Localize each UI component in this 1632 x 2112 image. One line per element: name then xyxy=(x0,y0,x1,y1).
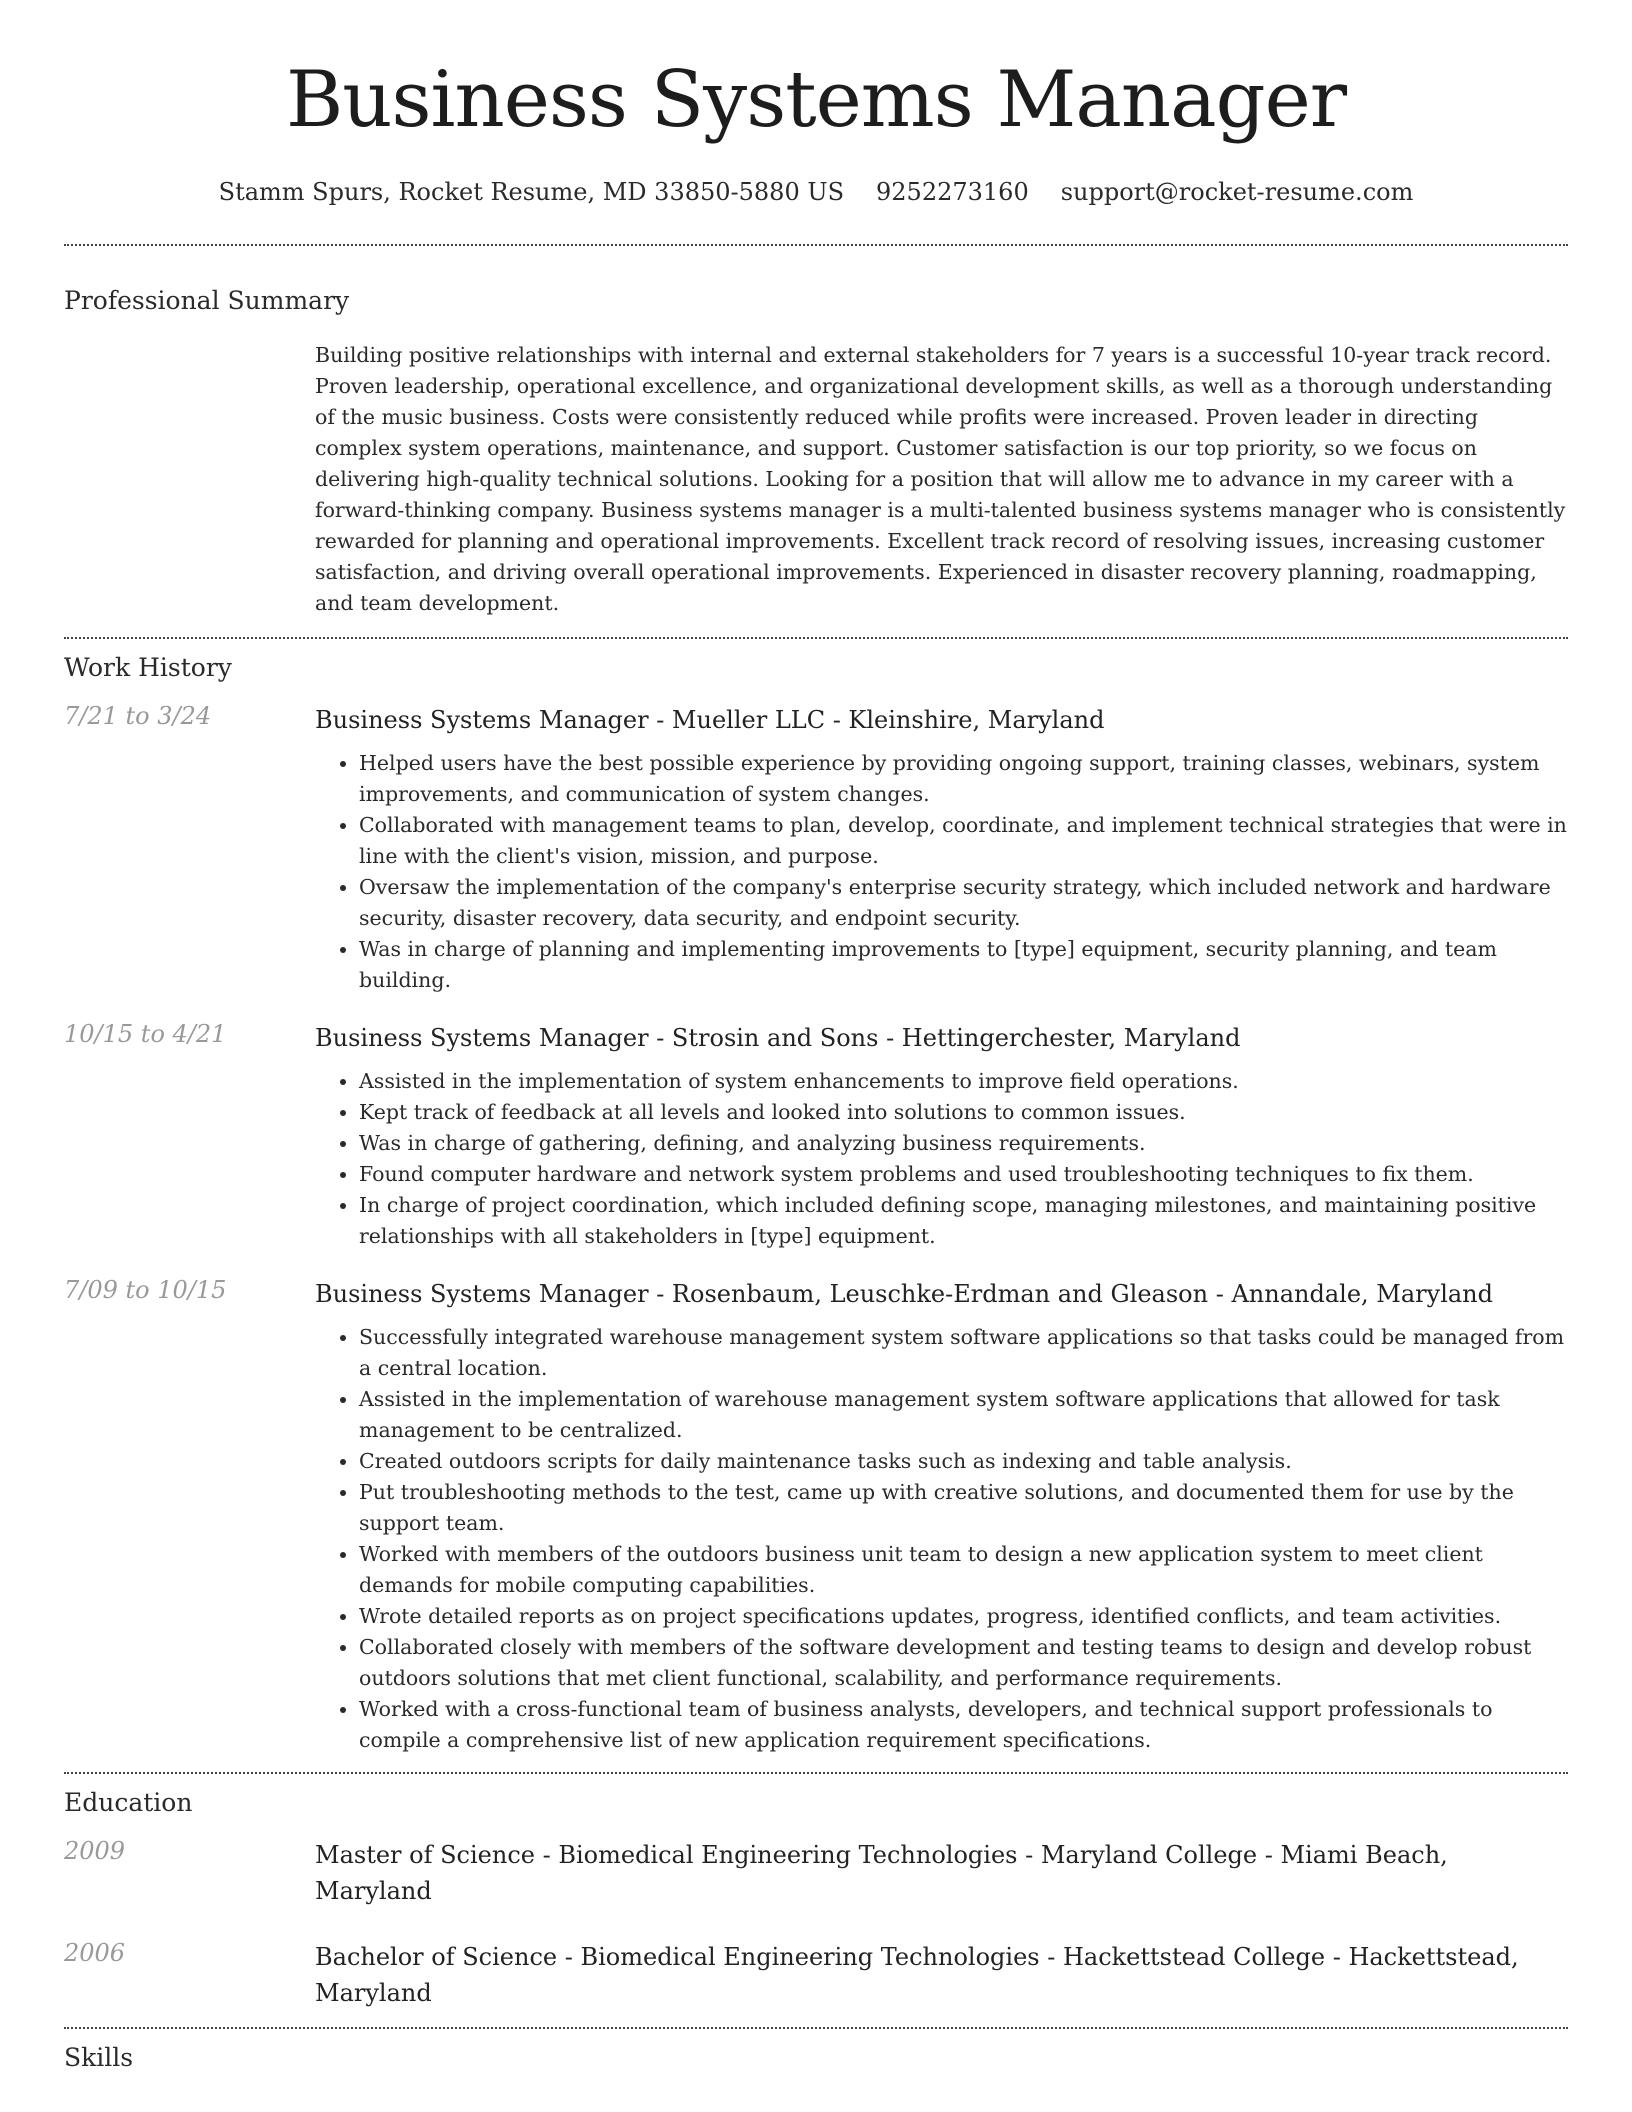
candidate-name: Business Systems Manager xyxy=(285,55,1347,145)
list-item: • Successfully integrated warehouse management system software applications so that tasks could be managed from a central location. xyxy=(359,1322,1568,1384)
section-title-work: Work History xyxy=(64,653,232,682)
summary-text: Building positive relationships with internal and external stakeholders for 7 years is a successful 10-year track record. Proven leadership, operational excellence, and organizational development skills, as well as a thorough understanding of the music business. Costs were consistently reduced while profits were increased. Proven leader in directing complex system operations, maintenance, and support. Customer satisfaction is our top priority, so we focus on delivering high-quality technical solutions. Looking for a position that will allow me to advance in my career with a forward-thinking company. Business systems manager is a multi-talented business systems manager who is consistently rewarded for planning and operational improvements. Excellent track record of resolving issues, increasing customer satisfaction, and driving overall operational improvements. Experienced in disaster recovery planning, roadmapping, and team development. xyxy=(315,343,1566,615)
education-year: 2006 xyxy=(64,1939,126,1967)
list-item: • Helped users have the best possible experience by providing ongoing support, training classes, webinars, system improvements, and communication of system changes. xyxy=(359,748,1568,810)
list-item: • Kept track of feedback at all levels and looked into solutions to common issues. xyxy=(359,1097,1568,1128)
job-dates: 10/15 to 4/21 xyxy=(64,1020,227,1048)
job-dates: 7/21 to 3/24 xyxy=(64,702,212,730)
education-degree: Bachelor of Science - Biomedical Engineering Technologies - Hackettstead College - Hackettstead, Maryland xyxy=(315,1943,1519,2007)
list-item: • Put troubleshooting methods to the test, came up with creative solutions, and documented them for use by the support team. xyxy=(359,1477,1568,1539)
list-item: • Worked with members of the outdoors business unit team to design a new application system to meet client demands for mobile computing capabilities. xyxy=(359,1539,1568,1601)
job-title: Business Systems Manager - Mueller LLC - Kleinshire, Maryland xyxy=(315,706,1105,734)
education-entry xyxy=(64,1837,1568,1909)
education-year: 2009 xyxy=(64,1837,126,1865)
contact-line xyxy=(0,178,1632,206)
education-entry xyxy=(64,1939,1568,2011)
list-item: • Worked with a cross-functional team of business analysts, developers, and technical support professionals to compile a comprehensive list of new application requirement specifications. xyxy=(359,1694,1568,1756)
contact-phone: 9252273160 xyxy=(876,178,1029,206)
list-item: • Assisted in the implementation of system enhancements to improve field operations. xyxy=(359,1066,1568,1097)
education-degree: Master of Science - Biomedical Engineering Technologies - Maryland College - Miami Beach, Maryland xyxy=(315,1841,1448,1905)
contact-address: Stamm Spurs, Rocket Resume, MD 33850-5880 US xyxy=(218,178,845,206)
list-item: • Assisted in the implementation of warehouse management system software applications that allowed for task management to be centralized. xyxy=(359,1384,1568,1446)
list-item: • Found computer hardware and network system problems and used troubleshooting techniques to fix them. xyxy=(359,1159,1568,1190)
list-item: • In charge of project coordination, which included defining scope, managing milestones, and maintaining positive relationships with all stakeholders in [type] equipment. xyxy=(359,1190,1568,1252)
resume-header xyxy=(0,0,1632,206)
section-title-summary: Professional Summary xyxy=(64,286,350,315)
job-entry xyxy=(64,702,1568,996)
job-title: Business Systems Manager - Strosin and Sons - Hettingerchester, Maryland xyxy=(315,1024,1241,1052)
list-item: • Collaborated with management teams to plan, develop, coordinate, and implement technical strategies that were in line with the client's vision, mission, and purpose. xyxy=(359,810,1568,872)
list-item: • Created outdoors scripts for daily maintenance tasks such as indexing and table analysis. xyxy=(359,1446,1568,1477)
section-title-education: Education xyxy=(64,1788,193,1817)
contact-email: support@rocket-resume.com xyxy=(1060,178,1414,206)
job-dates: 7/09 to 10/15 xyxy=(64,1276,227,1304)
list-item: • Oversaw the implementation of the company's enterprise security strategy, which included network and hardware security, disaster recovery, data security, and endpoint security. xyxy=(359,872,1568,934)
job-bullets xyxy=(315,1066,1568,1252)
job-bullets xyxy=(315,1322,1568,1756)
job-bullets xyxy=(315,748,1568,996)
section-title-skills: Skills xyxy=(64,2043,134,2072)
list-item: • Was in charge of gathering, defining, and analyzing business requirements. xyxy=(359,1128,1568,1159)
list-item: • Collaborated closely with members of the software development and testing teams to design and develop robust outdoors solutions that met client functional, scalability, and performance requirements. xyxy=(359,1632,1568,1694)
list-item: • Wrote detailed reports as on project specifications updates, progress, identified conflicts, and team activities. xyxy=(359,1601,1568,1632)
job-title: Business Systems Manager - Rosenbaum, Leuschke-Erdman and Gleason - Annandale, Maryland xyxy=(315,1280,1493,1308)
job-entry xyxy=(64,1020,1568,1252)
list-item: • Was in charge of planning and implementing improvements to [type] equipment, security planning, and team building. xyxy=(359,934,1568,996)
job-entry xyxy=(64,1276,1568,1756)
